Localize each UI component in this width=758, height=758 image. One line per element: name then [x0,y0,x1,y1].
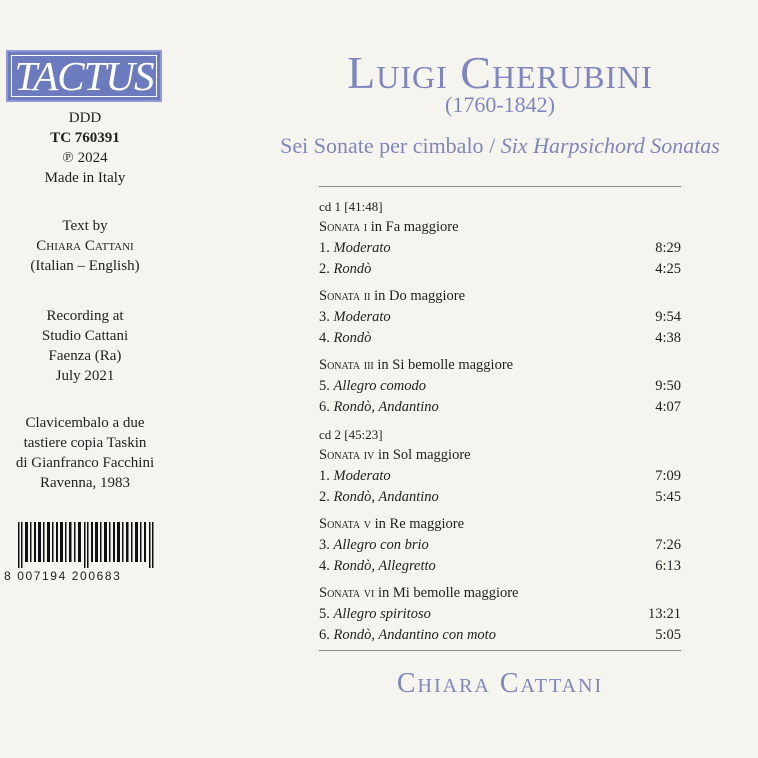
track-row [319,376,681,397]
track-title: Moderato [333,309,391,325]
sonata-heading [319,583,681,604]
track-time: 4:38 [655,330,681,346]
sonata-heading [319,445,681,466]
track-row [319,625,681,646]
barcode-graphic [18,522,154,568]
album-subtitle [250,133,750,159]
track-number: 4. [319,330,334,346]
track-title: Rondò, Andantino con moto [333,627,496,643]
sonata-key: in Fa maggiore [367,219,459,235]
recording-at-label: Recording at [46,308,124,324]
top-divider [319,186,681,187]
track-time: 7:09 [655,468,681,484]
sonata-number: Sonata vi [319,585,375,601]
instrument-line-2: tastiere copia Taskin [23,435,147,451]
sonata-number: Sonata iv [319,447,375,463]
subtitle-separator: / [483,133,501,158]
text-author: Chiara Cattani [36,238,134,254]
release-info [0,108,170,188]
subtitle-english: Six Harpsichord Sonatas [500,133,720,158]
track-number: 3. [319,537,334,553]
sonata-key: in Si bemolle maggiore [373,357,514,373]
instrument-line-1: Clavicembalo a due [25,415,145,431]
track-number: 2. [319,261,334,277]
track-time: 9:50 [655,378,681,394]
sonata-number: Sonata ii [319,288,371,304]
track-time: 7:26 [655,537,681,553]
copyright-line: ℗ 2024 [62,150,108,166]
track-number: 6. [319,627,334,643]
catalog-number: TC 760391 [50,130,120,146]
track-time: 8:29 [655,240,681,256]
sonata-heading [319,217,681,238]
bottom-divider [319,650,681,651]
instrument-credit [0,413,170,493]
track-time: 13:21 [647,606,681,622]
track-number: 4. [319,558,334,574]
track-title: Allegro comodo [333,378,426,394]
sonata-number: Sonata i [319,219,368,235]
track-title: Rondò [333,261,372,277]
track-row [319,397,681,418]
track-title: Moderato [333,240,391,256]
track-time: 4:25 [655,261,681,277]
track-number: 3. [319,309,334,325]
track-time: 9:54 [655,309,681,325]
sonata-heading [319,514,681,535]
instrument-line-3: di Gianfranco Facchini [15,455,155,471]
track-number: 6. [319,399,334,415]
performer-name: Chiara Cattani [396,668,604,699]
track-title: Rondò, Allegretto [333,558,436,574]
track-row [319,466,681,487]
track-number: 5. [319,378,334,394]
track-row [319,259,681,280]
sonata-key: in Do maggiore [370,288,466,304]
recording-credit [0,306,170,386]
text-by-label: Text by [62,218,108,234]
track-number: 1. [319,468,334,484]
sonata-key: in Mi bemolle maggiore [374,585,519,601]
subtitle-italian: Sei Sonate per cimbalo [280,133,484,158]
instrument-line-4: Ravenna, 1983 [40,475,130,491]
track-row [319,238,681,259]
recording-date: July 2021 [55,368,115,384]
track-number: 2. [319,489,334,505]
tactus-logo [6,50,162,102]
track-row [319,328,681,349]
ddd-label: DDD [68,110,102,126]
track-row [319,604,681,625]
barcode-number: 8 007194 200683 [4,569,122,583]
recording-city: Faenza (Ra) [48,348,122,364]
cd2-label: cd 2 [45:23] [319,427,383,442]
track-time: 6:13 [655,558,681,574]
studio-name: Studio Cattani [41,328,129,344]
sonata-heading [319,286,681,307]
sonata-number: Sonata v [319,516,371,532]
made-in-label: Made in Italy [44,170,126,186]
cd1-label: cd 1 [41:48] [319,199,383,214]
track-time: 5:45 [655,489,681,505]
composer-dates: (1760-1842) [445,92,555,117]
text-credit [0,216,170,276]
track-title: Rondò [333,330,372,346]
track-row [319,307,681,328]
logo-text: TACTUS [11,55,157,97]
track-title: Rondò, Andantino [333,489,439,505]
track-number: 1. [319,240,334,256]
track-title: Rondò, Andantino [333,399,439,415]
composer-name: Luigi Cherubini [347,47,653,98]
sonata-number: Sonata iii [319,357,374,373]
track-row [319,556,681,577]
track-title: Moderato [333,468,391,484]
track-row [319,487,681,508]
sonata-heading [319,355,681,376]
track-number: 5. [319,606,334,622]
track-time: 4:07 [655,399,681,415]
sonata-key: in Re maggiore [371,516,465,532]
tracklist [319,196,681,646]
track-title: Allegro con brio [333,537,429,553]
track-time: 5:05 [655,627,681,643]
track-title: Allegro spiritoso [333,606,431,622]
track-row [319,535,681,556]
languages-label: (Italian – English) [30,258,140,274]
sonata-key: in Sol maggiore [374,447,471,463]
